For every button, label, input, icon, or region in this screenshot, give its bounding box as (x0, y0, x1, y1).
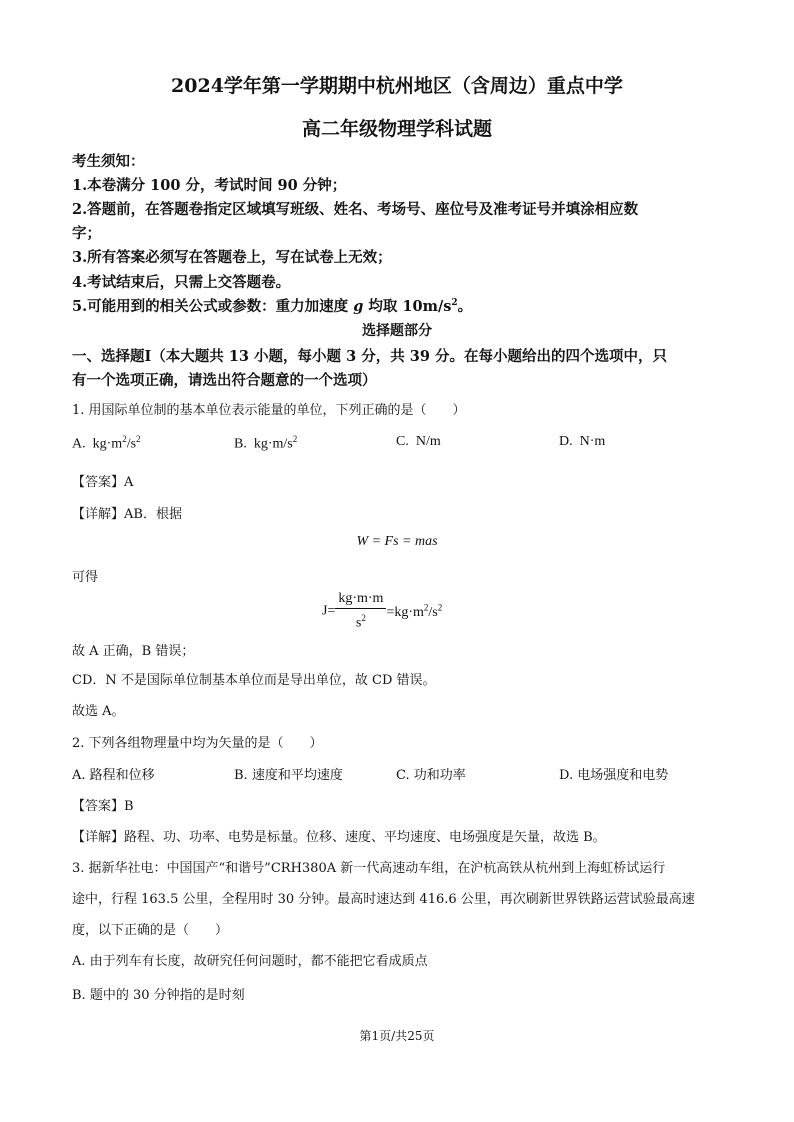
q3-option-a: A. 由于列车有长度，故研究任何问题时，都不能把它看成质点 (72, 954, 428, 969)
q1-equation-rhs-text: =kg·m (386, 604, 424, 620)
notice-item-5-end: 。 (457, 298, 473, 315)
q1-option-a-sup2: 2 (136, 434, 141, 444)
q1-option-d-text: N·m (579, 434, 606, 449)
part-title: 选择题部分 (362, 323, 432, 339)
notice-heading: 考生须知： (72, 153, 145, 170)
q1-line-a: 故 A 正确，B 错误； (72, 644, 195, 659)
q1-equation (322, 590, 442, 633)
q2-stem: 2. 下列各组物理量中均为矢量的是（ ） (72, 736, 323, 751)
q2-answer: 【答案】B (72, 799, 134, 814)
q1-equation-denominator (335, 609, 386, 633)
q1-option-b-label: B. (234, 436, 247, 452)
notice-item-4: 4.考试结束后，只需上交答题卷。 (72, 274, 291, 291)
q1-line-cd: CD．N 不是国际单位制基本单位而是导出单位，故 CD 错误。 (72, 673, 436, 688)
q3-option-b: B. 题中的 30 分钟指的是时刻 (72, 988, 245, 1003)
q2-detail: 【详解】路程、功、功率、电势是标量。位移、速度、平均速度、电场强度是矢量，故选 B。 (72, 830, 606, 845)
notice-item-5-pre: 5.可能用到的相关公式或参数：重力加速度 (72, 298, 354, 315)
q1-stem: 1. 用国际单位制的基本单位表示能量的单位，下列正确的是（ ） (72, 403, 466, 418)
q1-equation-den-sup: 2 (361, 613, 366, 623)
q1-equation-numerator: kg·m·m (335, 590, 386, 609)
q1-equation-lhs: J= (322, 603, 336, 619)
notice-item-2a: 2.答题前，在答题卷指定区域填写班级、姓名、考场号、座位号及准考证号并填涂相应数 (72, 201, 639, 218)
q3-stem-line2: 途中，行程 163.5 公里，全程用时 30 分钟。最高时速达到 416.6 公里，再次刷新世界铁路运营试验最高速 (72, 892, 695, 907)
exam-title-line2: 高二年级物理学科试题 (301, 118, 492, 140)
q1-can-get: 可得 (72, 570, 99, 585)
notice-item-5 (72, 295, 472, 316)
q3-stem-line1: 3. 据新华社电：中国国产“和谐号”CRH380A 新一代高速动车组，在沪杭高铁从杭州到上海虹桥试运行 (72, 861, 666, 876)
q1-option-a (72, 434, 141, 453)
section-heading-line1: 一、选择题Ⅰ（本大题共 13 小题，每小题 3 分，共 39 分。在每小题给出的四个选项中，只 (72, 348, 668, 365)
q1-equation-rhs-sup2: 2 (437, 602, 443, 612)
q1-equation-rhs-sup1: 2 (423, 602, 429, 612)
notice-item-2b: 字； (72, 225, 101, 242)
q1-option-b-text: kg·m/s (253, 436, 293, 452)
q1-option-d-label: D. (559, 434, 573, 449)
page-number: 第1页/共25页 (359, 1029, 435, 1043)
q1-option-a-text: kg·m (92, 436, 123, 452)
q2-option-b: B. 速度和平均速度 (234, 768, 343, 783)
exam-title-line1: 2024学年第一学期期中杭州地区（含周边）重点中学 (171, 75, 623, 97)
q1-formula: W = Fs = mas (356, 534, 438, 549)
q1-equation-rhs (386, 602, 443, 620)
q1-option-b-sup: 2 (292, 434, 298, 444)
q1-equation-fraction (335, 590, 386, 633)
notice-item-1: 1.本卷满分 100 分，考试时间 90 分钟； (72, 177, 347, 194)
q3-stem-line3: 度，以下正确的是（ ） (72, 923, 229, 938)
q1-answer: 【答案】A (72, 475, 134, 490)
q1-option-c (396, 434, 441, 450)
q2-option-c: C. 功和功率 (396, 768, 466, 783)
q1-option-b (234, 434, 297, 453)
q1-option-d (559, 434, 605, 450)
section-heading-line2: 有一个选项正确，请选出符合题意的一个选项） (72, 372, 377, 389)
notice-item-3: 3.所有答案必须写在答题卷上，写在试卷上无效； (72, 249, 392, 266)
q1-equation-den-base: s (355, 615, 362, 631)
q1-line-choose: 故选 A。 (72, 704, 125, 719)
q1-detail: 【详解】AB．根据 (72, 507, 182, 522)
q1-option-c-text: N/m (415, 434, 441, 449)
q1-equation-rhs-mid: /s (428, 604, 438, 620)
q1-option-a-sup1: 2 (122, 434, 127, 444)
q1-option-c-label: C. (396, 434, 409, 449)
q2-option-d: D. 电场强度和电势 (559, 768, 669, 783)
notice-item-5-sup: 2 (451, 298, 458, 309)
q1-option-a-mid: /s (126, 436, 137, 452)
q1-option-a-label: A. (72, 436, 86, 452)
notice-item-5-post: 均取 10m/s (363, 298, 452, 315)
q2-option-a: A. 路程和位移 (72, 768, 155, 783)
gravity-symbol: g (353, 298, 364, 315)
